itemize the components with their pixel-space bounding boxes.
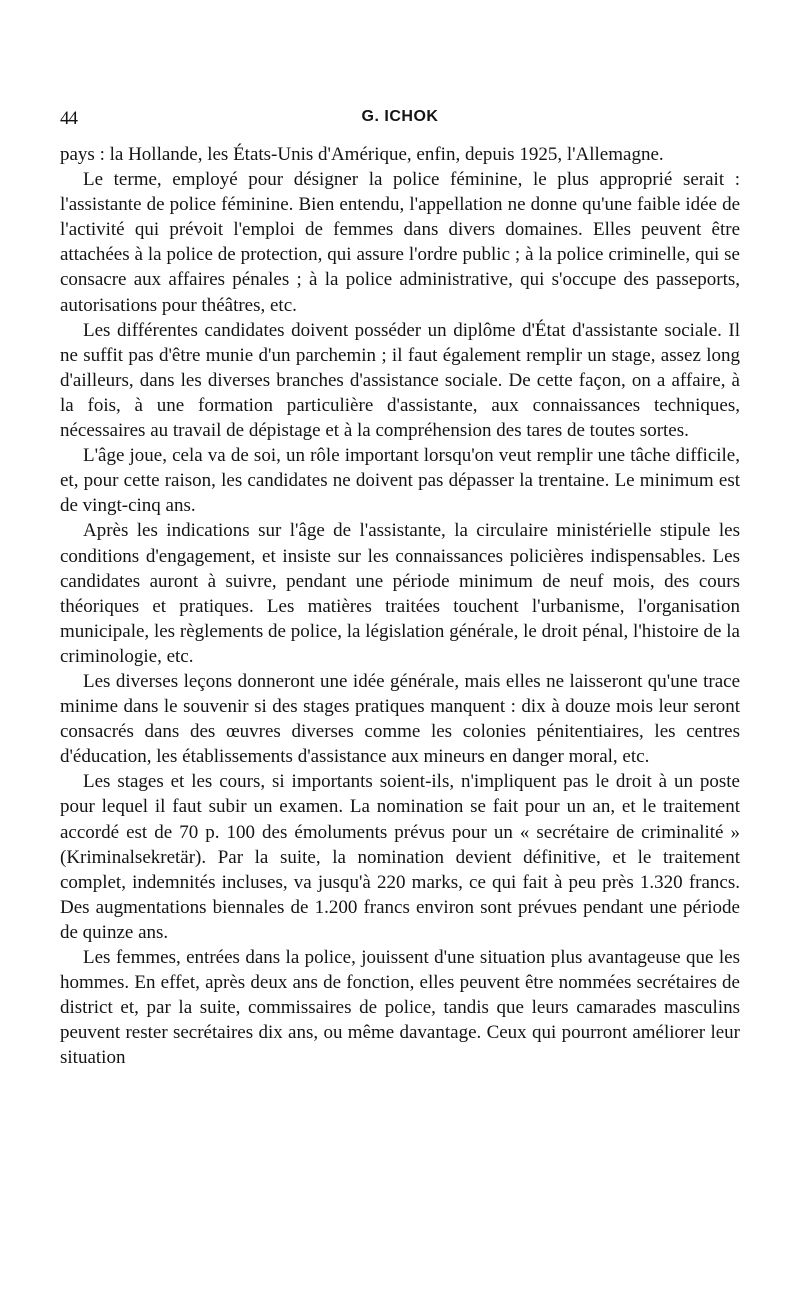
book-page	[60, 108, 740, 1070]
paragraph-terminology: Le terme, employé pour désigner la police féminine, le plus approprié serait : l'assistante de police féminine. Bien entendu, l'appellation ne donne qu'une faible idée de l'activité qui prévoit l'emploi de femmes dans divers domaines. Elles peuvent être attachées à la police de protection, qui assure l'ordre public ; à la police criminelle, qui se consacre aux affaires pénales ; à la police administrative, qui s'occupe des passeports, autorisations pour théâtres, etc.	[60, 169, 740, 316]
running-head	[60, 108, 740, 142]
paragraph-training: Après les indications sur l'âge de l'assistante, la circulaire ministérielle stipule les conditions d'engagement, et insiste sur les connaissances policières indispensables. Les candidates auront à suivre, pendant une période minimum de neuf mois, des cours théoriques et pratiques. Les matières traitées touchent l'urbanisme, l'organisation municipale, les règlements de police, la législation générale, le droit pénal, l'histoire de la criminologie, etc.	[60, 520, 740, 667]
paragraph-continued: pays : la Hollande, les États-Unis d'Amérique, enfin, depuis 1925, l'Allemagne.	[60, 144, 664, 165]
page-number: 44	[60, 108, 77, 129]
paragraph-lessons: Les diverses leçons donneront une idée générale, mais elles ne laisseront qu'une trace minime dans le souvenir si des stages pratiques manquent : dix à douze mois leur seront consacrés dans des œuvres diverses comme les colonies pénitentiaires, les centres d'éducation, les établissements d'assistance aux mineurs en danger moral, etc.	[60, 670, 740, 768]
body-text	[60, 142, 740, 1070]
running-title-author: G. ICHOK	[361, 108, 439, 125]
paragraph-career: Les femmes, entrées dans la police, jouissent d'une situation plus avantageuse que les hommes. En effet, après deux ans de fonction, elles peuvent être nommées secrétaires de district et, par la suite, commissaires de police, tandis que leurs camarades masculins peuvent rester secrétaires dix ans, ou même davantage. Ceux qui pourront améliorer leur situation	[60, 947, 740, 1069]
paragraph-age: L'âge joue, cela va de soi, un rôle important lorsqu'on veut remplir une tâche difficile, et, pour cette raison, les candidates ne doivent pas dépasser la trentaine. Le minimum est de vingt-cinq ans.	[60, 445, 740, 517]
paragraph-salary: Les stages et les cours, si importants soient-ils, n'impliquent pas le droit à un poste pour lequel il faut subir un examen. La nomination se fait pour un an, et le traitement accordé est de 70 p. 100 des émoluments prévus pour un « secrétaire de criminalité » (Kriminalsekretär). Par la suite, la nomination devient définitive, et le traitement complet, indemnités incluses, va jusqu'à 220 marks, ce qui fait à peu près 1.320 francs. Des augmentations biennales de 1.200 francs environ sont prévues pendant une période de quinze ans.	[60, 771, 740, 943]
paragraph-diploma: Les différentes candidates doivent posséder un diplôme d'État d'assistante sociale. Il ne suffit pas d'être munie d'un parchemin ; il faut également remplir un stage, assez long d'ailleurs, dans les diverses branches d'assistance sociale. De cette façon, on a affaire, à la fois, à une formation particulière d'assistante, aux connaissances techniques, nécessaires au travail de dépistage et à la compréhension des tares de toutes sortes.	[60, 319, 740, 442]
